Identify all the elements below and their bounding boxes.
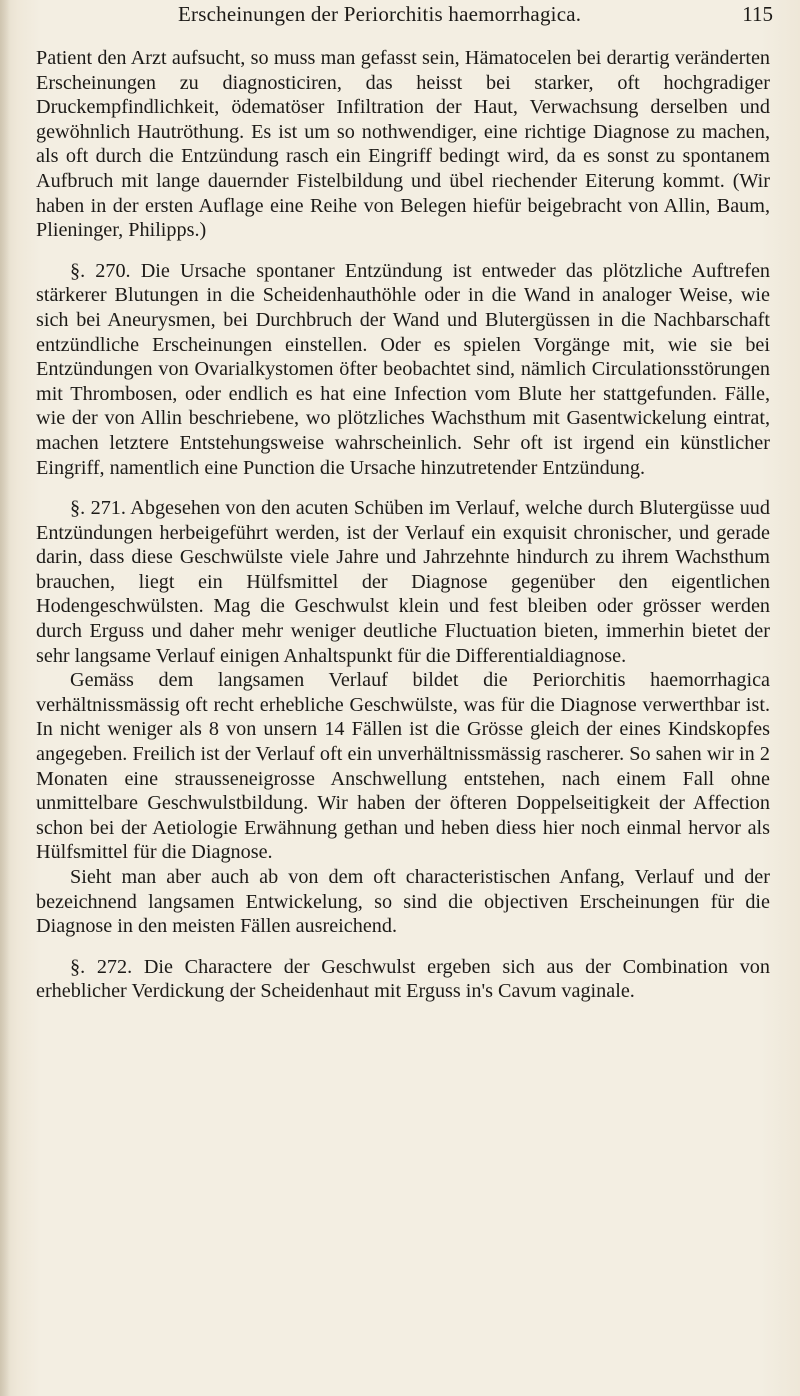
paragraph-section-272: §. 272. Die Charactere der Geschwulst ergeben sich aus der Combination von erheblicher Verdickung der Scheidenhaut mit Erguss in's Cavum vaginale.: [36, 955, 770, 1003]
running-title: Erscheinungen der Periorchitis haemorrhagica.: [178, 2, 582, 26]
page-gutter-shadow: [0, 0, 10, 1396]
paragraph-objective-signs: Sieht man aber auch ab von dem oft characteristischen Anfang, Verlauf und der bezeichnend langsamen Entwickelung, so sind die objectiven Erscheinungen für die Diagnose in den meisten Fällen ausreichend.: [36, 866, 770, 938]
paragraph-section-271: §. 271. Abgesehen von den acuten Schüben im Verlauf, welche durch Blutergüsse uud Entzündungen herbeigeführt werden, ist der Verlauf ein exquisit chronischer, und gerade darin, dass diese Geschwülste viele Jahre und Jahrzehnte hindurch zu ihrem Wachsthum brauchen, liegt ein Hülfsmittel der Diagnose gegenüber den eigentlichen Hodengeschwülsten. Mag die Geschwulst klein und fest bleiben oder grösser werden durch Erguss und daher mehr weniger deutliche Fluctuation bieten, immerhin bietet der sehr langsame Verlauf einigen Anhaltspunkt für die Differentialdiagnose.: [36, 497, 770, 667]
paragraph-growth: Gemäss dem langsamen Verlauf bildet die Periorchitis haemorrhagica verhältnissmässig oft recht erhebliche Geschwülste, was für die Diagnose verwerthbar ist. In nicht weniger als 8 von unsern 14 Fällen ist die Grösse gleich der eines Kindskopfes angegeben. Freilich ist der Verlauf oft ein unverhältnissmässig rascherer. So sahen wir in 2 Monaten eine strausseneigrosse Anschwellung entstehen, nach einem Fall ohne unmittelbare Geschwulstbildung. Wir haben der öfteren Doppelseitigkeit der Affection schon bei der Aetiologie Erwähnung gethan und heben diess hier noch einmal hervor als Hülfsmittel für die Diagnose.: [36, 669, 770, 864]
paragraph-section-270: §. 270. Die Ursache spontaner Entzündung ist entweder das plötzliche Auftrefen stärkerer Blutungen in die Scheidenhauthöhle oder in die Wand in analoger Weise, wie sich bei Aneurysmen, bei Durchbruch der Wand und Blutergüssen in die Nachbarschaft entzündliche Erscheinungen einstellen. Oder es spielen Vorgänge mit, wie sie bei Entzündungen von Ovarialkystomen öfter beobachtet sind, nämlich Circulationsstörungen mit Thrombosen, oder endlich es hat eine Infection vom Blute her stattgefunden. Fälle, wie der von Allin beschriebene, wo plötzliches Wachsthum mit Gasentwickelung eintrat, machen letztere Entstehungsweise wahrscheinlich. Sehr oft ist irgend ein künstlicher Eingriff, namentlich eine Punction die Ursache hinzutretender Entzündung.: [36, 259, 770, 479]
paragraph-continuation: Patient den Arzt aufsucht, so muss man gefasst sein, Hämatocelen bei derartig veränderten Erscheinungen zu diagnosticiren, das heisst bei starker, oft hochgradiger Druckempfindlichkeit, ödematöser Infiltration der Haut, Verwachsung derselben und gewöhnlich Hautröthung. Es ist um so nothwendiger, eine richtige Diagnose zu machen, als oft durch die Entzündung rasch ein Eingriff bedingt wird, da es sonst zu spontanem Aufbruch mit lange dauernder Fistelbildung und übel riechender Eiterung kommt. (Wir haben in der ersten Auflage eine Reihe von Belegen hiefür beigebracht von Allin, Baum, Plieninger, Philipps.): [36, 47, 770, 242]
page-number: 115: [742, 2, 773, 26]
page-header: [0, 2, 800, 36]
body-text: [36, 46, 770, 1004]
